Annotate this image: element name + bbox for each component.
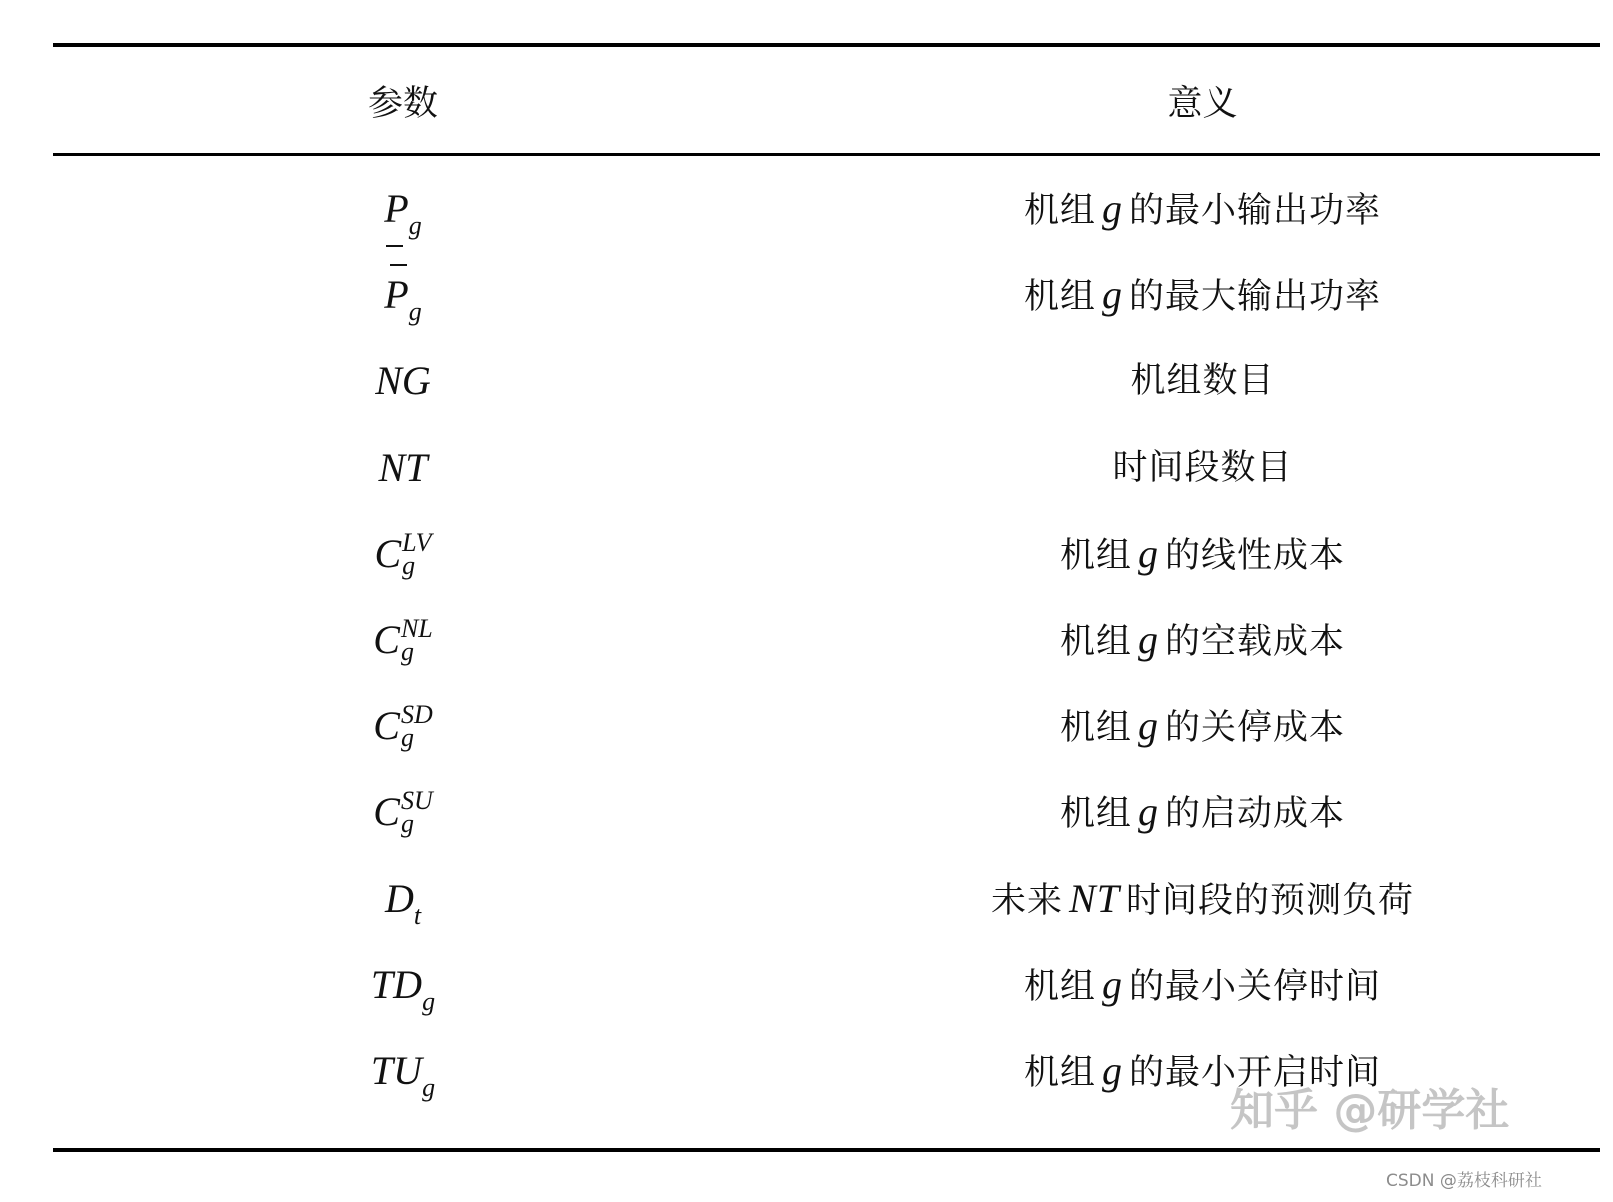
meaning-text: 机组 — [1023, 191, 1096, 231]
param-meaning — [805, 169, 1600, 249]
symbol-base-text: C — [373, 617, 400, 662]
param-symbol — [53, 686, 753, 766]
param-symbol — [53, 341, 753, 421]
script-stack — [400, 699, 433, 752]
symbol-base-text: C — [374, 531, 402, 576]
subscript: g — [422, 987, 436, 1016]
meaning-text: 的启动成本 — [1165, 794, 1346, 834]
csdn-watermark: CSDN @荔枝科研社 — [1386, 1171, 1542, 1191]
script-stack — [402, 527, 432, 580]
param-symbol — [53, 1031, 753, 1111]
meaning-text: 的空载成本 — [1165, 622, 1346, 662]
superscript: SD — [400, 699, 433, 729]
subscript: g — [422, 1073, 436, 1102]
subscript: g — [408, 211, 422, 240]
symbol-base — [385, 859, 414, 939]
zhihu-watermark: 知乎 @研学社 — [1230, 1085, 1510, 1136]
symbol-base-text: C — [373, 703, 400, 748]
param-meaning — [805, 514, 1600, 594]
symbol-base-text: C — [373, 789, 400, 834]
symbol-base-text: NT — [378, 445, 428, 490]
symbol-base — [384, 169, 408, 249]
underbar — [386, 245, 402, 247]
meaning-variable: g — [1102, 186, 1123, 231]
symbol-base-text: P — [384, 272, 409, 317]
header-param: 参数 — [367, 84, 438, 124]
symbol-base-text: D — [384, 876, 414, 921]
meaning-text: 时间段的预测负荷 — [1125, 881, 1414, 921]
meaning-text: 的最大输出功率 — [1129, 277, 1382, 317]
param-symbol — [53, 514, 753, 594]
meaning-text: 机组 — [1059, 708, 1132, 748]
symbol-base — [384, 255, 408, 335]
meaning-variable: g — [1102, 962, 1123, 1007]
meaning-text: 的最小关停时间 — [1129, 967, 1382, 1007]
symbol-base — [371, 945, 422, 1025]
overbar — [390, 264, 406, 266]
meaning-variable: g — [1138, 531, 1159, 576]
meaning-text: 机组数目 — [1130, 361, 1275, 401]
meaning-text: 机组 — [1059, 536, 1132, 576]
meaning-variable: NT — [1069, 876, 1120, 921]
symbol-base — [373, 772, 400, 852]
subscript: g — [408, 297, 422, 326]
subscript: g — [400, 722, 414, 752]
param-symbol — [53, 169, 753, 249]
meaning-text: 的最小开启时间 — [1129, 1053, 1382, 1093]
table-bottom-rule — [53, 1148, 1600, 1152]
symbol-base — [373, 600, 400, 680]
symbol-base-text: NG — [375, 358, 431, 403]
symbol-base-text: TD — [370, 962, 423, 1007]
param-meaning — [805, 428, 1600, 508]
subscript: g — [400, 636, 414, 666]
symbol-base — [379, 428, 428, 508]
meaning-text: 机组 — [1023, 1053, 1096, 1093]
param-meaning — [805, 772, 1600, 852]
meaning-text: 机组 — [1059, 794, 1132, 834]
meaning-variable: g — [1138, 789, 1159, 834]
superscript: SU — [400, 785, 433, 815]
meaning-variable: g — [1102, 1048, 1123, 1093]
superscript: LV — [402, 527, 432, 557]
param-meaning — [805, 859, 1600, 939]
param-meaning — [805, 255, 1600, 335]
meaning-text: 未来 — [991, 881, 1064, 921]
param-symbol — [53, 945, 753, 1025]
param-symbol — [53, 772, 753, 852]
symbol-base — [371, 1031, 422, 1111]
param-meaning — [805, 341, 1600, 421]
meaning-text: 的最小输出功率 — [1129, 191, 1382, 231]
superscript: NL — [400, 613, 433, 643]
symbol-base — [375, 341, 431, 421]
meaning-text: 机组 — [1059, 622, 1132, 662]
param-meaning — [805, 600, 1600, 680]
param-symbol — [53, 859, 753, 939]
meaning-text: 机组 — [1023, 967, 1096, 1007]
param-symbol — [53, 600, 753, 680]
symbol-base-text: TU — [370, 1048, 423, 1093]
script-stack — [400, 785, 433, 838]
meaning-text: 机组 — [1023, 277, 1096, 317]
subscript: t — [413, 901, 422, 930]
meaning-variable: g — [1102, 272, 1123, 317]
symbol-base-text: P — [384, 186, 409, 231]
subscript: g — [400, 808, 414, 838]
script-stack — [400, 613, 433, 666]
table-top-rule — [53, 43, 1600, 47]
meaning-variable: g — [1138, 703, 1159, 748]
header-rule — [53, 153, 1600, 156]
param-symbol — [53, 428, 753, 508]
meaning-text: 的关停成本 — [1165, 708, 1346, 748]
param-meaning — [805, 945, 1600, 1025]
header-meaning: 意义 — [1167, 84, 1238, 124]
meaning-text: 的线性成本 — [1165, 536, 1346, 576]
param-meaning — [805, 686, 1600, 766]
meaning-text: 时间段数目 — [1112, 448, 1293, 488]
meaning-variable: g — [1138, 617, 1159, 662]
symbol-base — [374, 514, 401, 594]
param-symbol — [53, 255, 753, 335]
subscript: g — [402, 550, 416, 580]
symbol-base — [373, 686, 400, 766]
